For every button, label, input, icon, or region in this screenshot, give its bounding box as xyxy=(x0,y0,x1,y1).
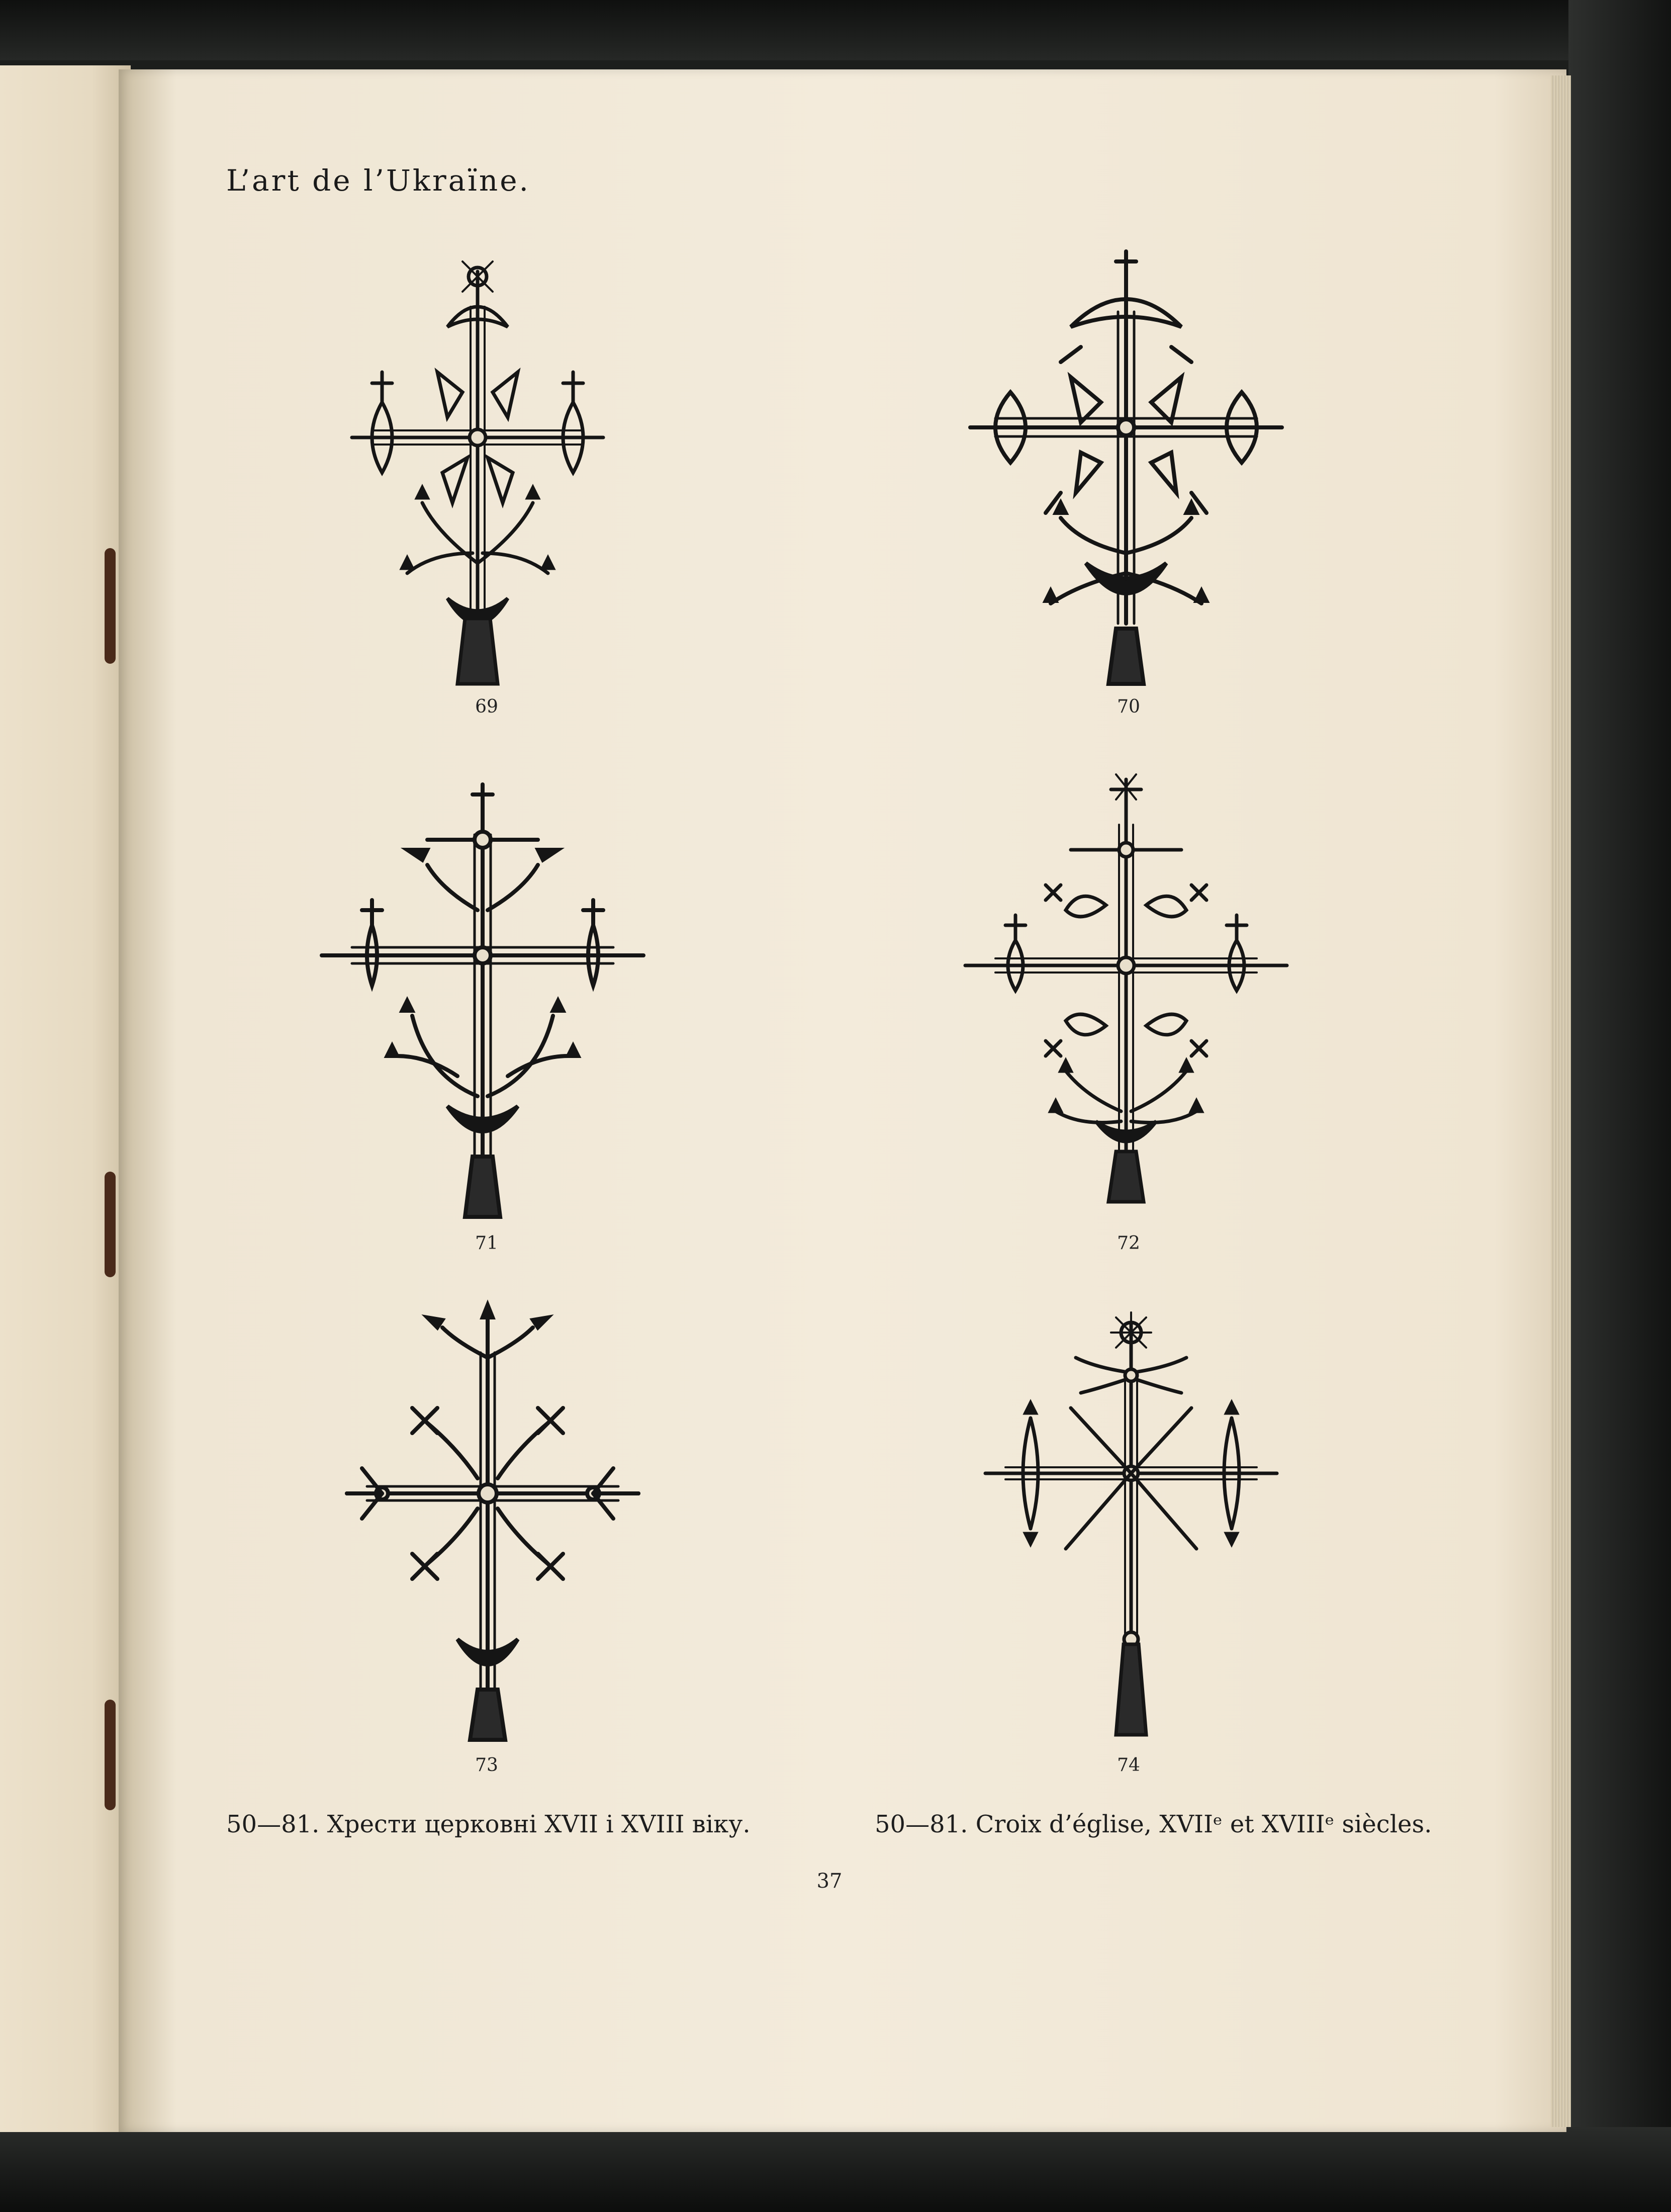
cross-figure-69 xyxy=(322,251,633,694)
figure-number: 74 xyxy=(1117,1755,1140,1776)
page-edges xyxy=(1551,75,1571,2127)
figure-number: 71 xyxy=(475,1233,498,1254)
caption-ukrainian: 50—81. Хрести церковні XVII і XVIII віку. xyxy=(226,1810,751,1838)
running-title: L’art de l’Ukraïne. xyxy=(226,163,530,198)
figure-number: 69 xyxy=(475,696,498,717)
figure-number: 73 xyxy=(475,1755,498,1776)
cross-figure-72 xyxy=(955,769,1297,1212)
cross-figure-74 xyxy=(965,1292,1297,1745)
binding-tab xyxy=(105,1172,116,1277)
cross-figure-70 xyxy=(950,241,1302,694)
figure-number: 72 xyxy=(1117,1233,1140,1254)
cross-figure-71 xyxy=(312,774,654,1227)
page-number: 37 xyxy=(816,1870,843,1893)
left-page-edge xyxy=(0,65,131,2132)
caption-french: 50—81. Croix d’église, XVIIᵉ et XVIIIᵉ siècles. xyxy=(875,1810,1432,1838)
figure-number: 70 xyxy=(1117,696,1140,717)
binding-tab xyxy=(105,548,116,664)
binding-tab xyxy=(105,1700,116,1810)
cross-figure-73 xyxy=(317,1297,669,1750)
binding-bottom xyxy=(0,2127,1671,2212)
binding-right xyxy=(1568,0,1671,2212)
binding-top xyxy=(0,0,1671,60)
